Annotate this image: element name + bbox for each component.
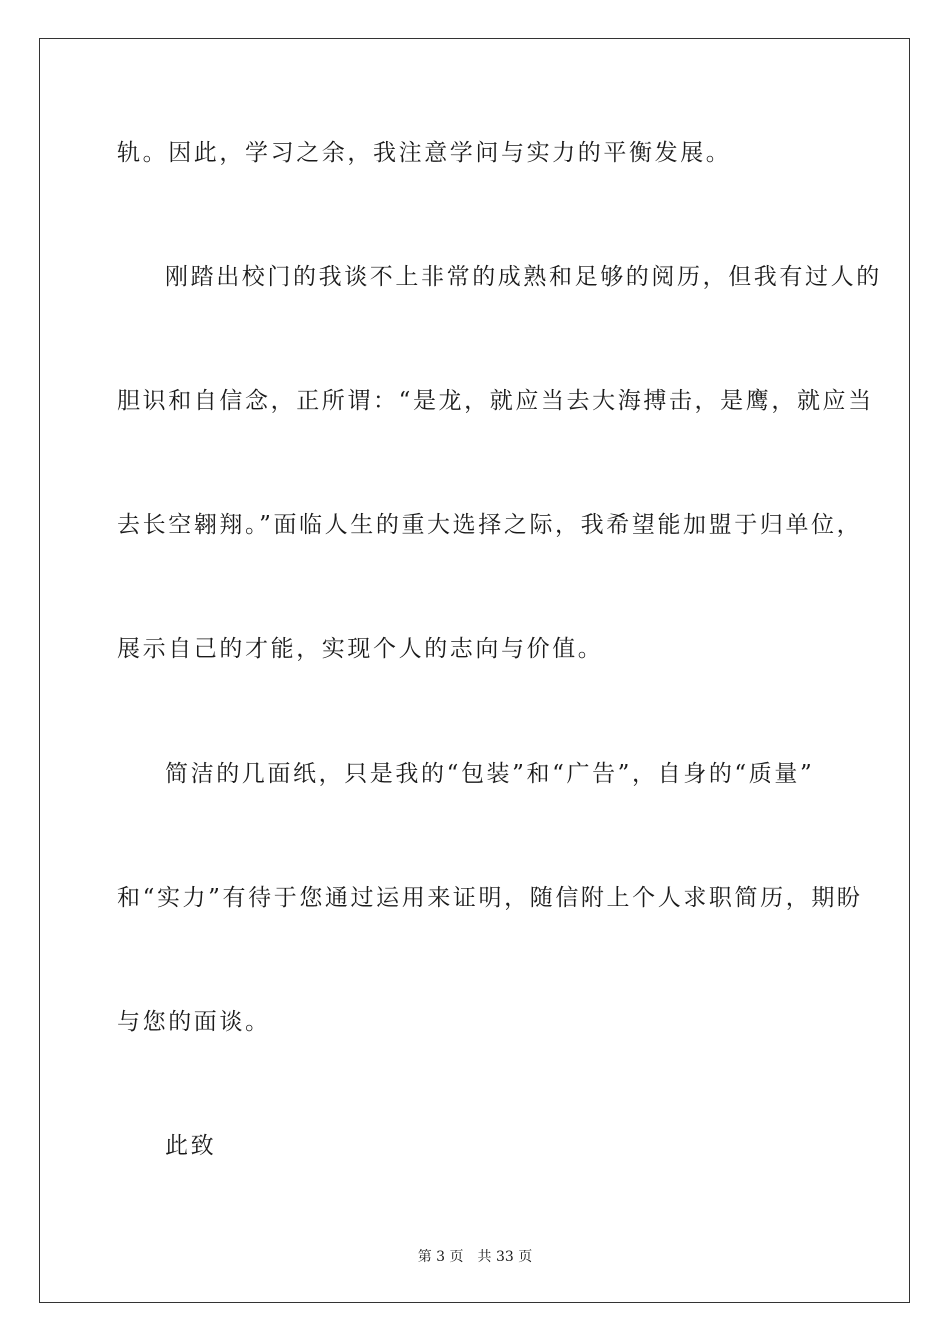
body-line-7: 和“实力”有待于您通过运用来证明，随信附上个人求职简历，期盼	[117, 885, 863, 911]
body-line-1: 轨。因此，学习之余，我注意学问与实力的平衡发展。	[117, 140, 732, 166]
total-pages: 共 33 页	[477, 1249, 533, 1265]
body-line-closing: 此致	[165, 1133, 217, 1159]
page-footer	[0, 1248, 950, 1266]
body-line-3: 胆识和自信念，正所谓：“是龙，就应当去大海搏击，是鹰，就应当	[117, 388, 874, 414]
body-line-8: 与您的面谈。	[117, 1009, 271, 1035]
page-number: 第 3 页	[417, 1249, 464, 1265]
body-line-2: 刚踏出校门的我谈不上非常的成熟和足够的阅历，但我有过人的	[165, 264, 882, 290]
body-line-4: 去长空翱翔。”面临人生的重大选择之际，我希望能加盟于归单位，	[117, 512, 863, 538]
page-frame	[39, 38, 910, 1303]
body-line-5: 展示自己的才能，实现个人的志向与价值。	[117, 636, 604, 662]
body-line-6: 简洁的几面纸，只是我的“包装”和“广告”，自身的“质量”	[165, 761, 815, 787]
